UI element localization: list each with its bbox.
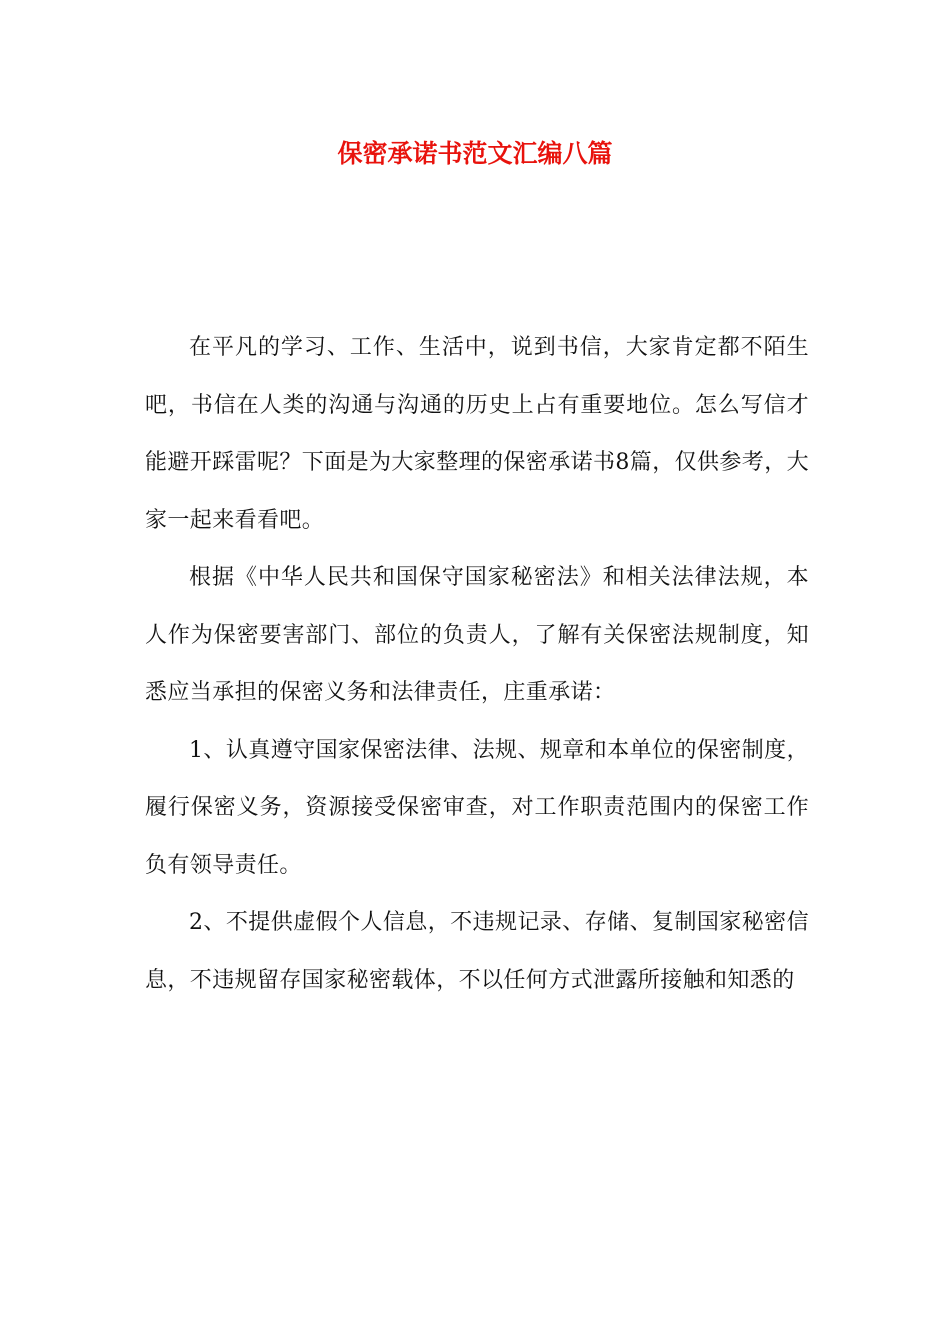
paragraph-item-1: 1、认真遵守国家保密法律、法规、规章和本单位的保密制度，履行保密义务，资源接受保密审查，对工作职责范围内的保密工作负有领导责任。 (145, 737, 809, 878)
document-title: 保密承诺书范文汇编八篇 (337, 139, 613, 168)
document-body (145, 319, 809, 1009)
paragraph-basis: 根据《中华人民共和国保守国家秘密法》和相关法律法规，本人作为保密要害部门、部位的负责人，了解有关保密法规制度，知悉应当承担的保密义务和法律责任，庄重承诺： (145, 565, 809, 705)
paragraph-intro: 在平凡的学习、工作、生活中，说到书信，大家肯定都不陌生吧，书信在人类的沟通与沟通的历史上占有重要地位。怎么写信才能避开踩雷呢？下面是为大家整理的保密承诺书8篇，仅供参考，大家一起来看看吧。 (145, 335, 809, 533)
paragraph-item-2: 2、不提供虚假个人信息，不违规记录、存储、复制国家秘密信息，不违规留存国家秘密载体，不以任何方式泄露所接触和知悉的 (145, 910, 809, 993)
